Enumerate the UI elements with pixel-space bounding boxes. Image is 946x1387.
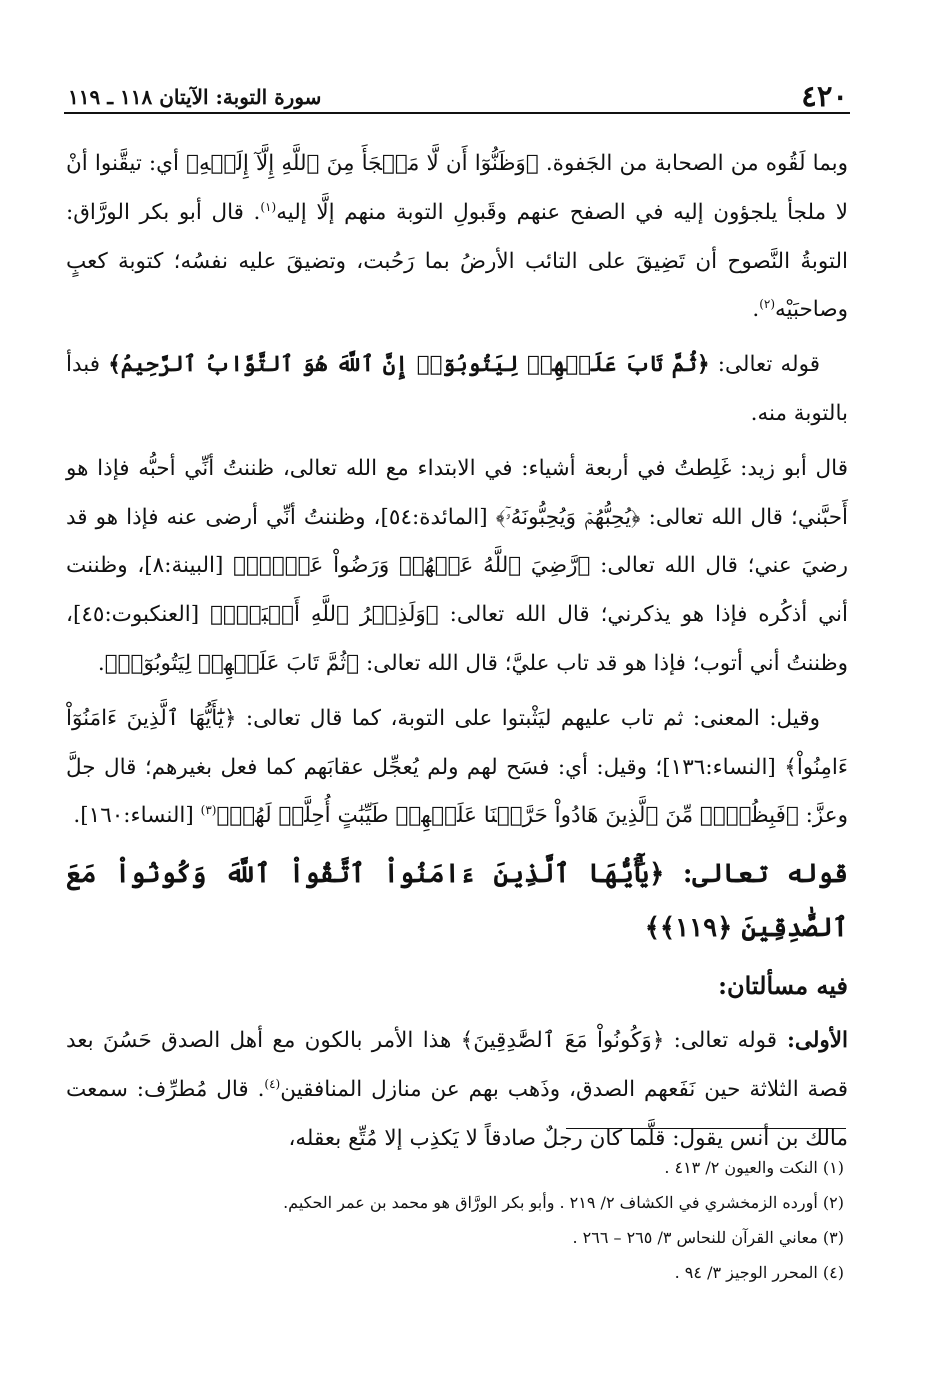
verse-heading xyxy=(66,847,848,955)
paragraph-5-lead: الأولى: xyxy=(777,1028,849,1054)
quran-verse: ﴿ثُمَّ تَابَ عَلَيۡهِمۡ لِيَتُوبُوٓاۚ إِنَّ ٱللَّهَ هُوَ ٱلتَّوَّابُ ٱلرَّحِيمُ﴾ xyxy=(108,352,710,378)
paragraph-5 xyxy=(66,1017,848,1163)
verse-heading-text: ﴿يَٰٓأَيُّهَا ٱلَّذِينَ ءَامَنُواْ ٱتَّقُواْ ٱللَّهَ وَكُونُواْ مَعَ ٱلصَّٰدِقِينَ ﴿١١٩﴾﴾ xyxy=(66,859,848,944)
paragraph-4-text: وقيل: المعنى: ثم تاب عليهم ليَثْبتوا على التوبة، كما قال تعالى: ﴿يَٰٓأَيُّهَا ٱلَّذِينَ ءَامَنُوٓاْ ءَامِنُواْ﴾ [النساء:١٣٦]؛ وقيل: أي: فسَح لهم ولم يُعجِّل عقابَهم كما فعل بغيرهم؛ قال جلَّ وعزَّ: ﴿فَبِظُلۡمٖ مِّنَ ٱلَّذِينَ هَادُواْ حَرَّمۡنَا عَلَيۡهِمۡ طَيِّبَٰتٍ أُحِلَّتۡ لَهُمۡ﴾ xyxy=(66,705,848,829)
page-header xyxy=(68,72,848,112)
footnotes xyxy=(120,1150,844,1290)
footnote-separator xyxy=(566,1128,846,1129)
main-text xyxy=(66,140,848,1170)
footnote-4: (٤) المحرر الوجيز ٣/ ٩٤ . xyxy=(674,1263,844,1282)
footnote-1: (١) النكت والعيون ٢/ ٤١٣ . xyxy=(664,1158,844,1177)
verse-heading-lead: قوله تعالى: xyxy=(664,859,848,890)
paragraph-4-end: [النساء:١٦٠]. xyxy=(73,803,201,829)
paragraph-3: قال أبو زيد: غَلِطتُ في أربعة أشياء: في الابتداء مع الله تعالى، ظننتُ أنِّي أحبُّه فإذا هو أَحبَّني؛ قال الله تعالى: ﴿يُحِبُّهُمۡ وَيُحِبُّونَهُۥٓ﴾ [المائدة:٥٤]، وظننتُ أنِّي أرضى عنه فإذا هو قد رضيَ عني؛ قال الله تعالى: ﴿رَّضِيَ ٱللَّهُ عَنۡهُمۡ وَرَضُواْ عَنۡهُۚ﴾ [البينة:٨]، وظننت أني أذكُره فإذا هو يذكرني؛ قال الله تعالى: ﴿وَلَذِكۡرُ ٱللَّهِ أَكۡبَرُۗ﴾ [العنكبوت:٤٥]، وظننتُ أني أتوب؛ فإذا هو قد تاب عليَّ؛ قال الله تعالى: ﴿ثُمَّ تَابَ عَلَيۡهِمۡ لِيَتُوبُوٓاۚ﴾. xyxy=(66,455,849,676)
footnote-2: (٢) أورده الزمخشري في الكشاف ٢/ ٢١٩ . وأبو بكر الورَّاق هو محمد بن عمر الحكيم. xyxy=(283,1193,844,1212)
paragraph-5-text: قوله تعالى: ﴿وَكُونُواْ مَعَ ٱلصَّٰدِقِينَ﴾ هذا الأمر بالكون مع أهل الصدق حَسُنَ بعد قصة الثلاثة حين نَفَعهم الصدق، وذَهب بهم عن منازل المنافقين xyxy=(66,1028,848,1102)
paragraph-4 xyxy=(66,695,848,841)
paragraph-2-lead: قوله تعالى: xyxy=(709,352,820,378)
footnote-ref-1: (١) xyxy=(260,199,277,214)
footnote-ref-2: (٢) xyxy=(759,297,776,312)
paragraph-1-end: . xyxy=(752,297,760,323)
page-number: ٤٢٠ xyxy=(801,79,848,113)
header-rule xyxy=(64,112,850,114)
footnote-ref-4: (٤) xyxy=(264,1076,281,1091)
footnote-3: (٣) معاني القرآن للنحاس ٣/ ٢٦٥ – ٢٦٦ . xyxy=(572,1228,844,1247)
paragraph-5-end: . قال مُطرِّف: سمعت مالك بن أنس يقول: قلَّما كان رجلٌ صادقاً لا يَكذِب إلا مُتِّع بعقله، xyxy=(66,1076,848,1151)
section-heading: فيه مسألتان: xyxy=(718,971,848,1001)
paragraph-2-rest: فبدأ بالتوبة منه. xyxy=(66,352,848,426)
paragraph-1-text: وبما لَقُوه من الصحابة من الجَفوة. ﴿وَظَنُّوٓا أَن لَّا مَلۡجَأَ مِنَ ٱللَّهِ إِلَّآ إِلَيۡهِ﴾ أي: تيقَّنوا أنْ لا ملجأ يلجؤون إليه في الصفح عنهم وقَبولِ التوبة منهم إلَّا إليه xyxy=(66,151,848,225)
paragraph-1-text-b: . قال أبو بكر الورَّاق: التوبةُ النَّصوح أن تَضِيقَ على التائب الأرضُ بما رَحُبت، وتضيقَ عليه نفسُه؛ كتوبة كعبٍ وصاحبَيْه xyxy=(66,199,848,323)
running-title: سورة التوبة: الآيتان ١١٨ ـ ١١٩ xyxy=(68,85,322,109)
paragraph-2 xyxy=(66,341,848,439)
paragraph-1 xyxy=(66,140,848,335)
footnote-ref-3: (٣) xyxy=(200,803,217,818)
